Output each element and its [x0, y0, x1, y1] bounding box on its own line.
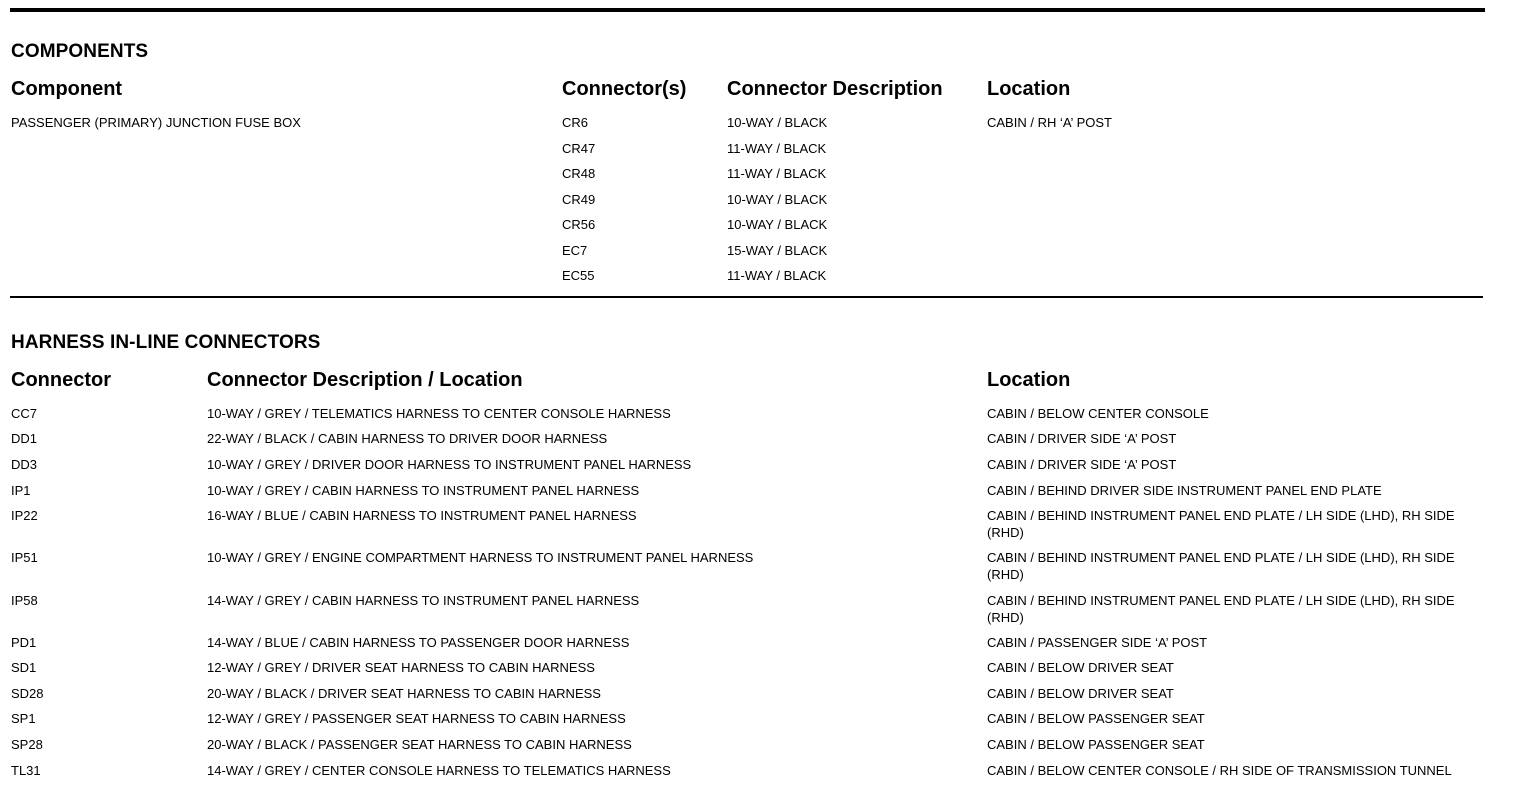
- harness-connector-description: 12-WAY / GREY / PASSENGER SEAT HARNESS TO CABIN HARNESS: [207, 711, 626, 726]
- section-divider: [10, 296, 1483, 298]
- harness-connector-description: 14-WAY / BLUE / CABIN HARNESS TO PASSENGER DOOR HARNESS: [207, 635, 630, 650]
- harness-connector-id: TL31: [11, 763, 41, 778]
- harness-connector-id: SP28: [11, 737, 43, 752]
- harness-connector-location: CABIN / BELOW PASSENGER SEAT: [987, 737, 1205, 752]
- harness-connector-location: CABIN / DRIVER SIDE ‘A’ POST: [987, 457, 1177, 472]
- harness-connector-id: SD1: [11, 660, 37, 675]
- harness-connector-description: 16-WAY / BLUE / CABIN HARNESS TO INSTRUMENT PANEL HARNESS: [207, 508, 637, 523]
- component-connector-id: CR49: [562, 192, 596, 207]
- component-connector-description: 11-WAY / BLACK: [727, 268, 827, 283]
- harness-connector-id: DD1: [11, 431, 38, 446]
- harness-connector-location: CABIN / BELOW DRIVER SEAT: [987, 686, 1174, 701]
- harness-connector-description: 10-WAY / GREY / DRIVER DOOR HARNESS TO INSTRUMENT PANEL HARNESS: [207, 457, 692, 472]
- harness-connector-id: CC7: [11, 406, 38, 421]
- harness-connector-location: CABIN / BEHIND INSTRUMENT PANEL END PLATE / LH SIDE (LHD), RH SIDE (RHD): [987, 508, 1455, 540]
- harness-connector-description: 22-WAY / BLACK / CABIN HARNESS TO DRIVER DOOR HARNESS: [207, 431, 608, 446]
- harness-connector-description: 10-WAY / GREY / ENGINE COMPARTMENT HARNESS TO INSTRUMENT PANEL HARNESS: [207, 550, 754, 565]
- component-name: PASSENGER (PRIMARY) JUNCTION FUSE BOX: [11, 115, 301, 130]
- component-connector-description: 10-WAY / BLACK: [727, 192, 828, 207]
- harness-connector-location: CABIN / BELOW CENTER CONSOLE / RH SIDE OF TRANSMISSION TUNNEL: [987, 763, 1452, 778]
- component-location: CABIN / RH ‘A’ POST: [987, 115, 1112, 130]
- harness-connector-location: CABIN / BEHIND INSTRUMENT PANEL END PLATE / LH SIDE (LHD), RH SIDE (RHD): [987, 593, 1455, 625]
- component-connector-description: 11-WAY / BLACK: [727, 141, 827, 156]
- component-connector-description: 11-WAY / BLACK: [727, 166, 827, 181]
- harness-connector-description: 14-WAY / GREY / CENTER CONSOLE HARNESS TO TELEMATICS HARNESS: [207, 763, 671, 778]
- harness-connector-id: PD1: [11, 635, 37, 650]
- harness-connector-location: CABIN / PASSENGER SIDE ‘A’ POST: [987, 635, 1208, 650]
- harness-connector-id: IP51: [11, 550, 38, 565]
- harness-connector-id: SD28: [11, 686, 44, 701]
- harness-header-description: Connector Description / Location: [207, 369, 523, 391]
- harness-header-location: Location: [987, 369, 1071, 391]
- component-connector-description: 15-WAY / BLACK: [727, 243, 828, 258]
- component-connector-description: 10-WAY / BLACK: [727, 115, 828, 130]
- components-section-title: COMPONENTS: [11, 41, 149, 62]
- harness-header-connector: Connector: [11, 369, 111, 391]
- component-connector-description: 10-WAY / BLACK: [727, 217, 828, 232]
- component-connector-id: CR47: [562, 141, 596, 156]
- harness-connector-description: 10-WAY / GREY / TELEMATICS HARNESS TO CENTER CONSOLE HARNESS: [207, 406, 671, 421]
- harness-connector-id: IP22: [11, 508, 38, 523]
- components-header-connectors: Connector(s): [562, 78, 687, 100]
- harness-connector-description: 20-WAY / BLACK / PASSENGER SEAT HARNESS TO CABIN HARNESS: [207, 737, 632, 752]
- components-header-component: Component: [11, 78, 123, 100]
- harness-connector-id: DD3: [11, 457, 38, 472]
- harness-connector-location: CABIN / BELOW CENTER CONSOLE: [987, 406, 1209, 421]
- harness-connector-location: CABIN / BEHIND DRIVER SIDE INSTRUMENT PANEL END PLATE: [987, 483, 1382, 498]
- component-connector-id: CR56: [562, 217, 596, 232]
- component-connector-id: CR48: [562, 166, 596, 181]
- component-connector-id: EC7: [562, 243, 588, 258]
- harness-connector-location: CABIN / BELOW PASSENGER SEAT: [987, 711, 1205, 726]
- harness-connector-location: CABIN / BELOW DRIVER SEAT: [987, 660, 1174, 675]
- harness-connector-description: 12-WAY / GREY / DRIVER SEAT HARNESS TO CABIN HARNESS: [207, 660, 595, 675]
- component-connector-id: CR6: [562, 115, 589, 130]
- harness-section-title: HARNESS IN-LINE CONNECTORS: [11, 332, 321, 353]
- components-header-location: Location: [987, 78, 1071, 100]
- top-divider: [10, 8, 1485, 12]
- harness-connector-id: SP1: [11, 711, 36, 726]
- harness-connector-id: IP1: [11, 483, 31, 498]
- harness-connector-description: 14-WAY / GREY / CABIN HARNESS TO INSTRUMENT PANEL HARNESS: [207, 593, 640, 608]
- harness-connector-location: CABIN / DRIVER SIDE ‘A’ POST: [987, 431, 1177, 446]
- harness-connector-location: CABIN / BEHIND INSTRUMENT PANEL END PLATE / LH SIDE (LHD), RH SIDE (RHD): [987, 550, 1455, 582]
- harness-connector-id: IP58: [11, 593, 38, 608]
- component-connector-id: EC55: [562, 268, 595, 283]
- harness-connector-description: 10-WAY / GREY / CABIN HARNESS TO INSTRUMENT PANEL HARNESS: [207, 483, 640, 498]
- components-header-description: Connector Description: [727, 78, 943, 100]
- harness-connector-description: 20-WAY / BLACK / DRIVER SEAT HARNESS TO CABIN HARNESS: [207, 686, 601, 701]
